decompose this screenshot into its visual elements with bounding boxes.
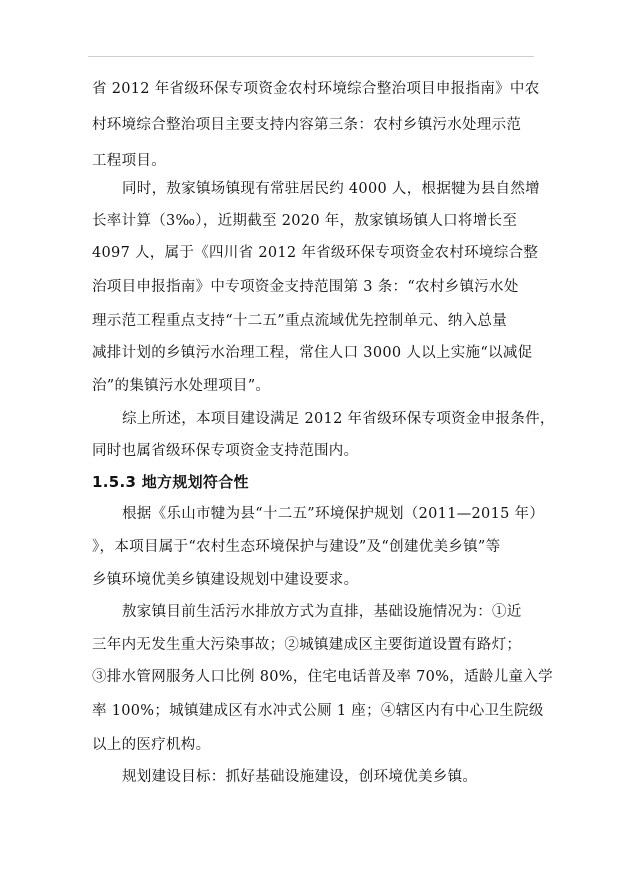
text-line: 率 100%；城镇建成区有水冲式公厕 1 座；④辖区内有中心卫生院级 <box>92 703 544 719</box>
text-line: 同时也属省级环保专项资金支持范围内。 <box>92 443 359 459</box>
text-line: 规划建设目标：抓好基础设施建设，创环境优美乡镇。 <box>122 769 478 785</box>
text-line: 乡镇环境优美乡镇建设规划中建设要求。 <box>92 572 359 588</box>
text-line: 敖家镇目前生活污水排放方式为直排，基础设施情况为：①近 <box>122 604 522 620</box>
text-line: 同时，敖家镇场镇现有常驻居民约 4000 人，根据犍为县自然增 <box>122 181 540 197</box>
text-line: 治项目申报指南》中专项资金支持范围第 3 条：“农村乡镇污水处 <box>92 279 519 295</box>
text-line: 工程项目。 <box>92 153 166 169</box>
text-line: 以上的医疗机构。 <box>92 737 211 753</box>
text-line: 治”的集镇污水处理项目”。 <box>92 378 271 394</box>
text-line: 省 2012 年省级环保专项资金农村环境综合整治项目申报指南》中农 <box>92 81 540 97</box>
header-divider <box>88 56 534 57</box>
text-line: 》，本项目属于“农村生态环境保护与建设”及“创建优美乡镇”等 <box>92 539 501 555</box>
text-line: 综上所述，本项目建设满足 2012 年省级环保专项资金申报条件， <box>122 411 555 427</box>
text-line: 减排计划的乡镇污水治理工程，常住人口 3000 人以上实施“以减促 <box>92 345 533 361</box>
text-line: 村环境综合整治项目主要支持内容第三条：农村乡镇污水处理示范 <box>92 117 522 133</box>
text-line: 4097 人，属于《四川省 2012 年省级环保专项资金农村环境综合整 <box>92 245 539 261</box>
section-heading: 1.5.3 地方规划符合性 <box>92 473 249 491</box>
text-line: 三年内无发生重大污染事故；②城镇建成区主要街道设置有路灯； <box>92 637 522 653</box>
text-line: ③排水管网服务人口比例 80%，住宅电话普及率 70%，适龄儿童入学 <box>92 669 553 685</box>
text-line: 根据《乐山市犍为县“十二五”环境保护规划（2011—2015 年） <box>122 506 545 522</box>
text-line: 理示范工程重点支持“十二五”重点流域优先控制单元、纳入总量 <box>92 313 508 329</box>
text-line: 长率计算（3‰），近期截至 2020 年，敖家镇场镇人口将增长至 <box>92 213 518 229</box>
